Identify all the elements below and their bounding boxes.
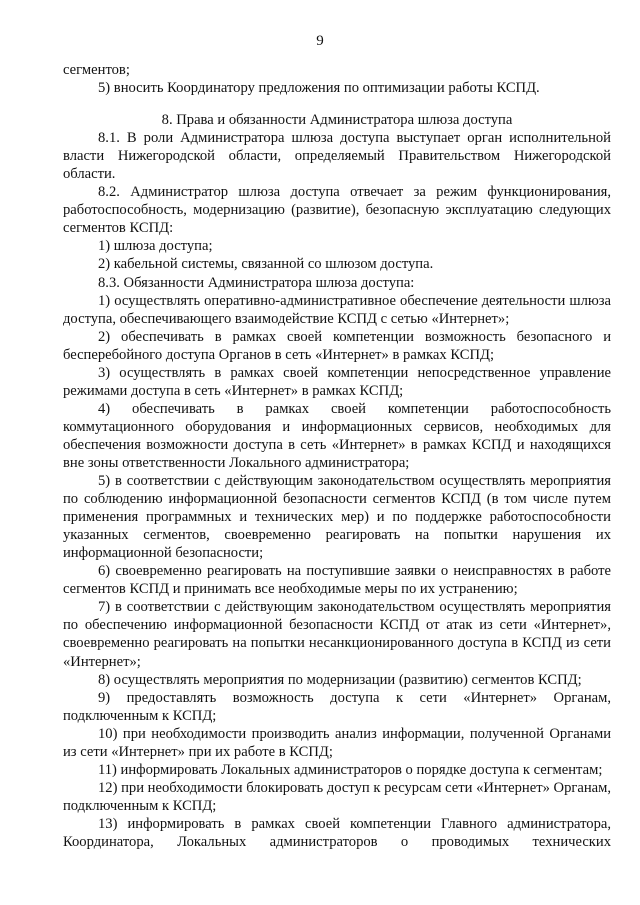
duty-13: 13) информировать в рамках своей компетенции Главного администратора, Координатора, Локальных администраторов о проводимых технических bbox=[63, 815, 611, 850]
duty-11: 11) информировать Локальных администраторов о порядке доступа к сегментам; bbox=[98, 761, 603, 778]
duty-2: 2) обеспечивать в рамках своей компетенции возможность безопасного и бесперебойного доступа Органов в сеть «Интернет» в рамках КСПД; bbox=[63, 328, 611, 363]
duty-8: 8) осуществлять мероприятия по модернизации (развитию) сегментов КСПД; bbox=[98, 671, 582, 688]
duty-6: 6) своевременно реагировать на поступившие заявки о неисправностях в работе сегментов КСПД и принимать все необходимые меры по их устранению; bbox=[63, 563, 611, 598]
duty-12: 12) при необходимости блокировать доступ к ресурсам сети «Интернет» Органам, подключенным к КСПД; bbox=[63, 779, 611, 814]
duty-7: 7) в соответствии с действующим законодательством осуществлять мероприятия по обеспечению информационной безопасности КСПД от атак из сети «Интернет», своевременно реагировать на попытки несанкционированного доступа в КСПД из сети «Интернет»; bbox=[63, 599, 611, 670]
clause-8-1: 8.1. В роли Администратора шлюза доступа выступает орган исполнительной власти Нижегородской области, определяемый Правительством Нижегородской области. bbox=[63, 130, 611, 183]
page-number: 9 bbox=[316, 33, 324, 49]
clause-8-2: 8.2. Администратор шлюза доступа отвечает за режим функционирования, работоспособность, модернизацию (развитие), безопасную эксплуатацию следующих сегментов КСПД: bbox=[63, 184, 611, 237]
list-item-2-cable: 2) кабельной системы, связанной со шлюзом доступа. bbox=[98, 256, 434, 273]
duty-1: 1) осуществлять оперативно-административное обеспечение деятельности шлюза доступа, обеспечивающего взаимодействие КСПД с сетью «Интернет»; bbox=[63, 292, 611, 327]
duty-9: 9) предоставлять возможность доступа к сети «Интернет» Органам, подключенным к КСПД; bbox=[63, 689, 611, 724]
page-body bbox=[63, 61, 611, 851]
duty-3: 3) осуществлять в рамках своей компетенции непосредственное управление режимами доступа в сеть «Интернет» в рамках КСПД; bbox=[63, 364, 611, 399]
list-item-1-gateway: 1) шлюза доступа; bbox=[98, 238, 213, 255]
duty-10: 10) при необходимости производить анализ информации, полученной Органами из сети «Интернет» при их работе в КСПД; bbox=[63, 725, 611, 760]
list-item-5-propose: 5) вносить Координатору предложения по оптимизации работы КСПД. bbox=[98, 80, 540, 97]
duty-4: 4) обеспечивать в рамках своей компетенции работоспособность коммутационного оборудования и информационных сервисов, необходимых для обеспечения возможности доступа в сеть «Интернет» в рамках КСПД и находящихся вне зоны ответственности Локального администратора; bbox=[63, 400, 611, 471]
paragraph-continuation: сегментов; bbox=[63, 62, 130, 78]
duty-5: 5) в соответствии с действующим законодательством осуществлять мероприятия по соблюдению информационной безопасности сегментов КСПД (в том числе путем применения программных и технических мер) и по поддержке работоспособности указанных сегментов, своевременно реагировать на попытки нарушения их информационной безопасности; bbox=[63, 473, 611, 562]
clause-8-3: 8.3. Обязанности Администратора шлюза доступа: bbox=[98, 274, 415, 291]
section-heading-8: 8. Права и обязанности Администратора шлюза доступа bbox=[161, 112, 513, 129]
